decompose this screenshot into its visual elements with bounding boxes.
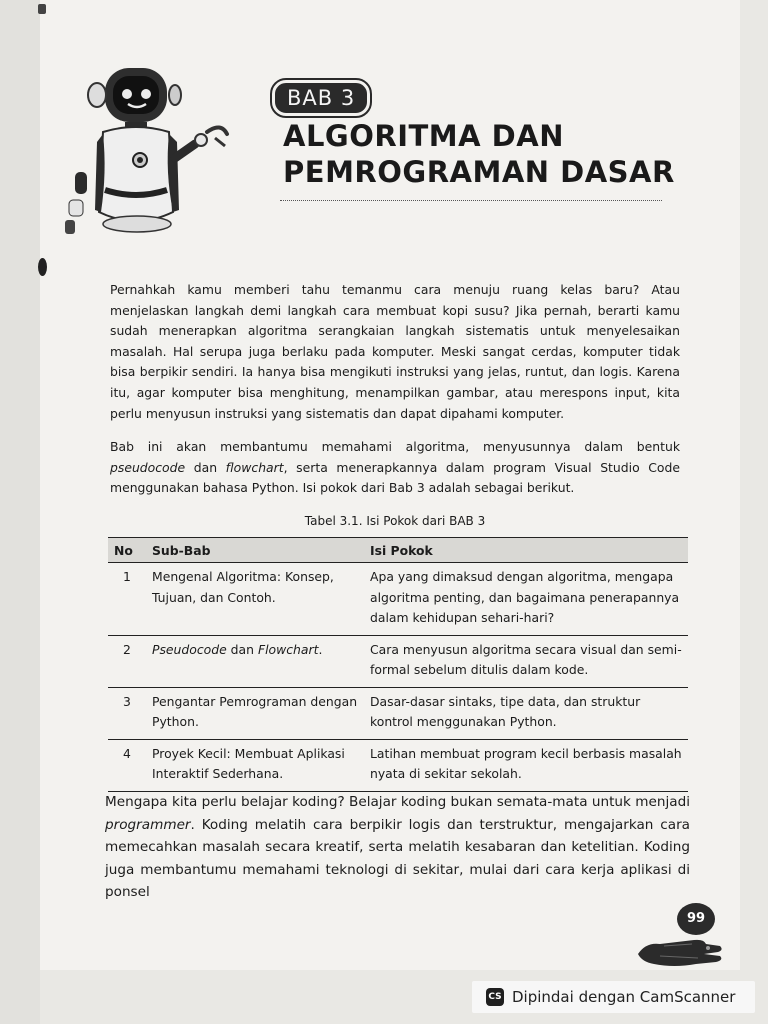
table-row — [108, 635, 688, 687]
chapter-title: ALGORITMA DAN PEMROGRAMAN DASAR — [283, 119, 675, 189]
hand-icon — [634, 924, 726, 970]
table-header-row — [108, 538, 688, 563]
row-isi-pokok: Latihan membuat program kecil berbasis masalah nyata di sekitar sekolah. — [364, 739, 688, 791]
page-number: 99 — [677, 903, 715, 935]
robot-icon — [55, 62, 240, 242]
camscanner-logo: CS — [486, 988, 504, 1006]
row-isi-pokok: Dasar-dasar sintaks, tipe data, dan struktur kontrol menggunakan Python. — [364, 687, 688, 739]
camscanner-text: Dipindai dengan CamScanner — [512, 988, 736, 1006]
table-caption: Tabel 3.1. Isi Pokok dari BAB 3 — [304, 514, 486, 528]
row-sub-bab: Proyek Kecil: Membuat Aplikasi Interaktif Sederhana. — [146, 739, 364, 791]
row-number: 4 — [108, 739, 146, 791]
binding-mark — [38, 4, 46, 14]
row-isi-pokok: Apa yang dimaksud dengan algoritma, mengapa algoritma penting, dan bagaimana penerapannya dalam kehidupan sehari-hari? — [364, 563, 688, 636]
page-gutter — [0, 0, 40, 1024]
row-sub-bab: Mengenal Algoritma: Konsep, Tujuan, dan Contoh. — [146, 563, 364, 636]
title-divider — [280, 200, 662, 201]
row-number: 2 — [108, 635, 146, 687]
header-isi-pokok: Isi Pokok — [364, 538, 688, 563]
row-isi-pokok: Cara menyusun algoritma secara visual dan semi-formal sebelum ditulis dalam kode. — [364, 635, 688, 687]
table-row — [108, 739, 688, 791]
camscanner-watermark — [472, 981, 755, 1013]
header-sub-bab: Sub-Bab — [146, 538, 364, 563]
row-number: 3 — [108, 687, 146, 739]
table-row — [108, 563, 688, 636]
chapter-badge: BAB 3 — [272, 80, 370, 116]
content-table — [108, 537, 688, 792]
margin-mark — [38, 258, 47, 276]
why-coding-paragraph: Mengapa kita perlu belajar koding? Belajar koding bukan semata-mata untuk menjadi programmer. Koding melatih cara berpikir logis dan terstruktur, mengajarkan cara memecahkan masalah secara kreatif, serta melatih kesabaran dan ketelitian. Koding juga membantumu memahami teknologi di sekitar, mulai dari cara kerja aplikasi di ponsel — [105, 794, 690, 900]
row-number: 1 — [108, 563, 146, 636]
header-no: No — [108, 538, 146, 563]
row-sub-bab: Pseudocode dan Flowchart. — [146, 635, 364, 687]
table-row — [108, 687, 688, 739]
intro-paragraph: Pernahkah kamu memberi tahu temanmu cara menuju ruang kelas baru? Atau menjelaskan langkah demi langkah cara membuat kopi susu? Jika pernah, berarti kamu sudah menerapkan algoritma serangkaian langkah sistematis untuk menyelesaikan masalah. Hal serupa juga berlaku pada komputer. Meski sangat cerdas, komputer tidak bisa berpikir sendiri. Ia hanya bisa mengikuti instruksi yang jelas, runtut, dan logis. Karena itu, agar komputer bisa menghitung, menampilkan gambar, atau merespons input, kita perlu menyusun instruksi yang sistematis dan dapat dipahami komputer. — [110, 282, 680, 421]
row-sub-bab: Pengantar Pemrograman dengan Python. — [146, 687, 364, 739]
overview-paragraph: Bab ini akan membantumu memahami algoritma, menyusunnya dalam bentuk pseudocode dan flowchart, serta menerapkannya dalam program Visual Studio Code menggunakan bahasa Python. Isi pokok dari Bab 3 adalah sebagai berikut. — [110, 439, 680, 496]
